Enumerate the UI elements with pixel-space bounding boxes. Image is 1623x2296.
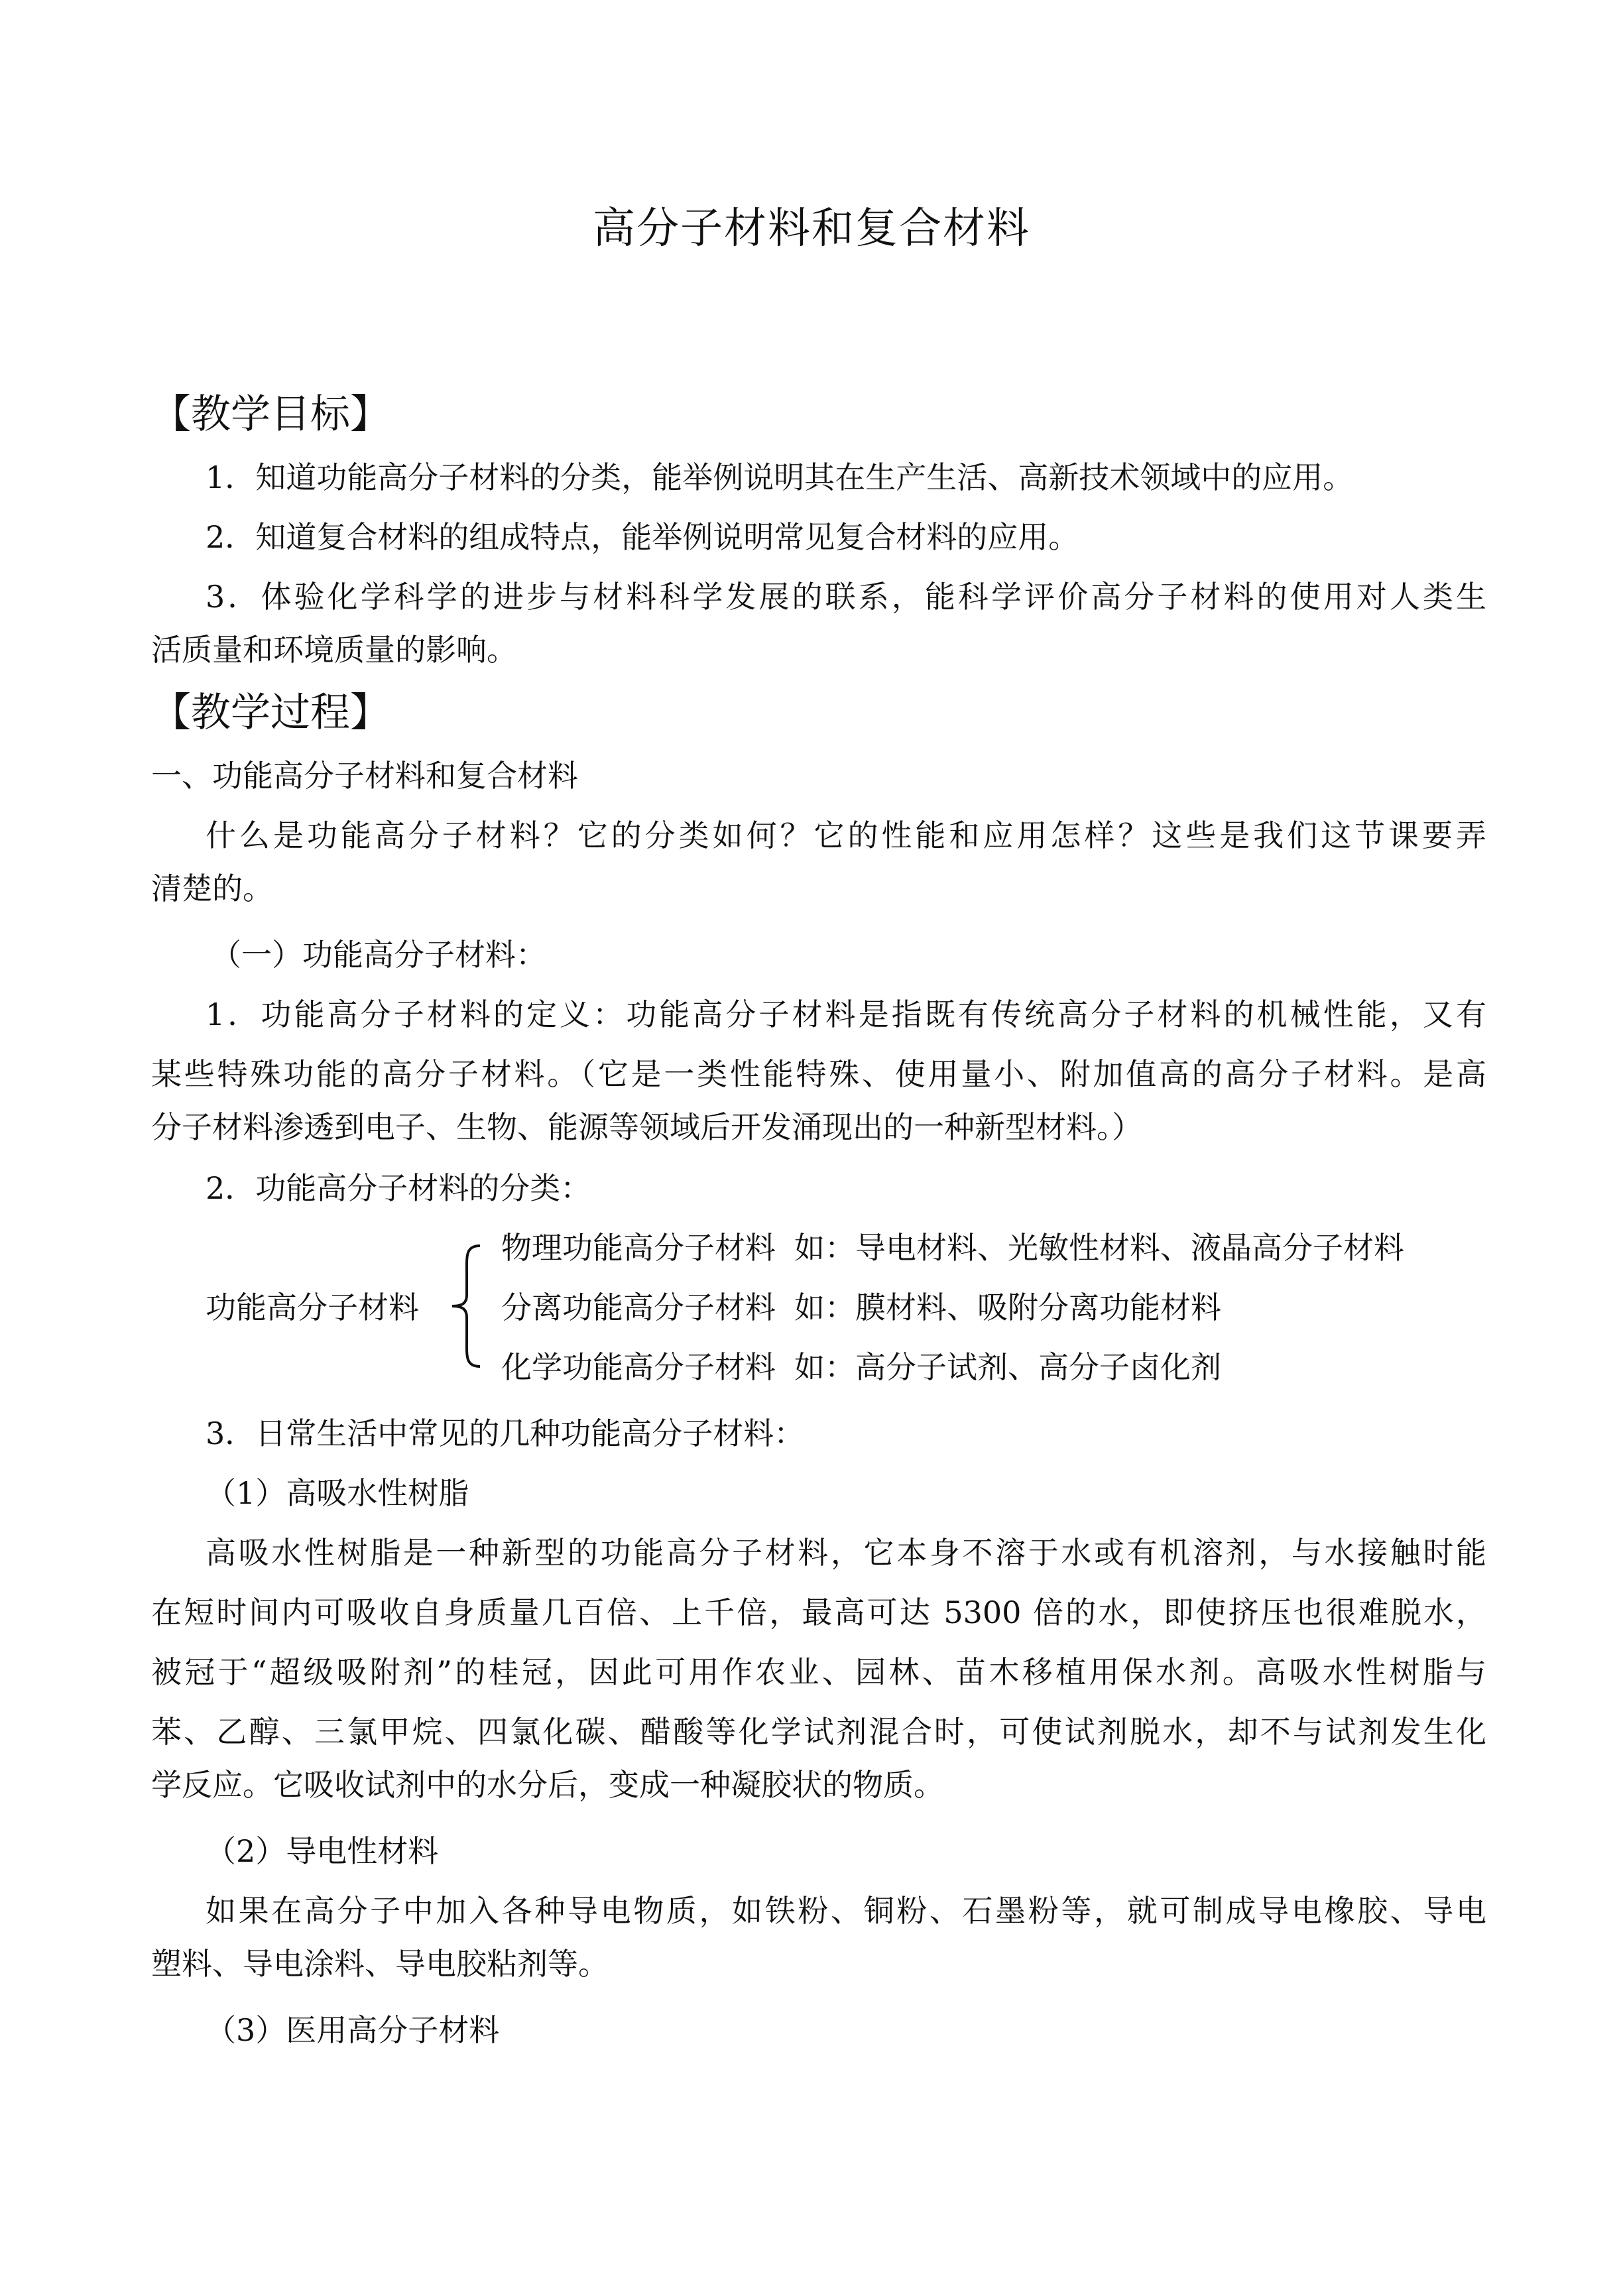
item-1-line-5: 学反应。它吸收试剂中的水分后，变成一种凝胶状的物质。 [151,1767,944,1803]
heading-teaching-process: 【教学过程】 [151,690,390,736]
document-title: 高分子材料和复合材料 [593,204,1030,253]
item-1-line-1: 高吸水性树脂是一种新型的功能高分子材料，它本身不溶于水或有机溶剂，与水接触时能 [206,1535,1486,1571]
item-3-title: （3）医用高分子材料 [206,2012,500,2048]
item-1-title: （1）高吸水性树脂 [206,1475,469,1511]
item-2-line-1: 如果在高分子中加入各种导电物质，如铁粉、铜粉、石墨粉等，就可制成导电橡胶、导电 [206,1893,1486,1929]
subsection-one-title: （一）功能高分子材料： [211,937,546,973]
item-2-title: （2）导电性材料 [206,1833,439,1869]
item-1-line-2: 在短时间内可吸收自身质量几百倍、上千倍，最高可达 5300 倍的水，即使挤压也很难脱水， [151,1595,1486,1630]
part-one-title: 一、功能高分子材料和复合材料 [151,758,578,794]
left-brace-icon [446,1243,485,1369]
classification-example: 如：高分子试剂、高分子卤化剂 [794,1349,1221,1385]
heading-teaching-goals: 【教学目标】 [151,391,390,438]
item-1-line-3: 被冠于“超级吸附剂”的桂冠，因此可用作农业、园林、苗木移植用保水剂。高吸水性树脂与 [151,1654,1486,1690]
classification-name: 物理功能高分子材料 [501,1230,776,1266]
classification-example: 如：膜材料、吸附分离功能材料 [794,1290,1221,1325]
classification-row-2 [501,1286,1221,1329]
goal-item-3-cont: 活质量和环境质量的影响。 [151,632,517,668]
classification-row-3 [501,1346,1221,1388]
classification-example: 如：导电材料、光敏性材料、液晶高分子材料 [794,1230,1404,1266]
classification-name: 化学功能高分子材料 [501,1349,776,1385]
goal-item-1: 1．知道功能高分子材料的分类，能举例说明其在生产生活、高新技术领域中的应用。 [206,459,1354,495]
intro-line-2: 清楚的。 [151,871,273,906]
classification-name: 分离功能高分子材料 [501,1290,776,1325]
item-1-line-4: 苯、乙醇、三氯甲烷、四氯化碳、醋酸等化学试剂混合时，可使试剂脱水，却不与试剂发生化 [151,1714,1486,1750]
goal-item-3: 3．体验化学科学的进步与材料科学发展的联系，能科学评价高分子材料的使用对人类生 [206,579,1486,615]
definition-line-3: 分子材料渗透到电子、生物、能源等领域后开发涌现出的一种新型材料。） [151,1109,1142,1145]
goal-item-2: 2．知道复合材料的组成特点，能举例说明常见复合材料的应用。 [206,519,1079,555]
definition-line-1: 1．功能高分子材料的定义：功能高分子材料是指既有传统高分子材料的机械性能，又有 [206,997,1486,1032]
intro-line-1: 什么是功能高分子材料？它的分类如何？它的性能和应用怎样？这些是我们这节课要弄 [206,817,1486,853]
daily-materials-title: 3．日常生活中常见的几种功能高分子材料： [206,1416,805,1451]
item-2-line-2: 塑料、导电涂料、导电胶粘剂等。 [151,1946,609,1982]
classification-title: 2．功能高分子材料的分类： [206,1170,591,1206]
classification-row-1 [501,1227,1404,1269]
classification-root: 功能高分子材料 [206,1290,419,1325]
definition-line-2: 某些特殊功能的高分子材料。（它是一类性能特殊、使用量小、附加值高的高分子材料。是高 [151,1056,1486,1092]
